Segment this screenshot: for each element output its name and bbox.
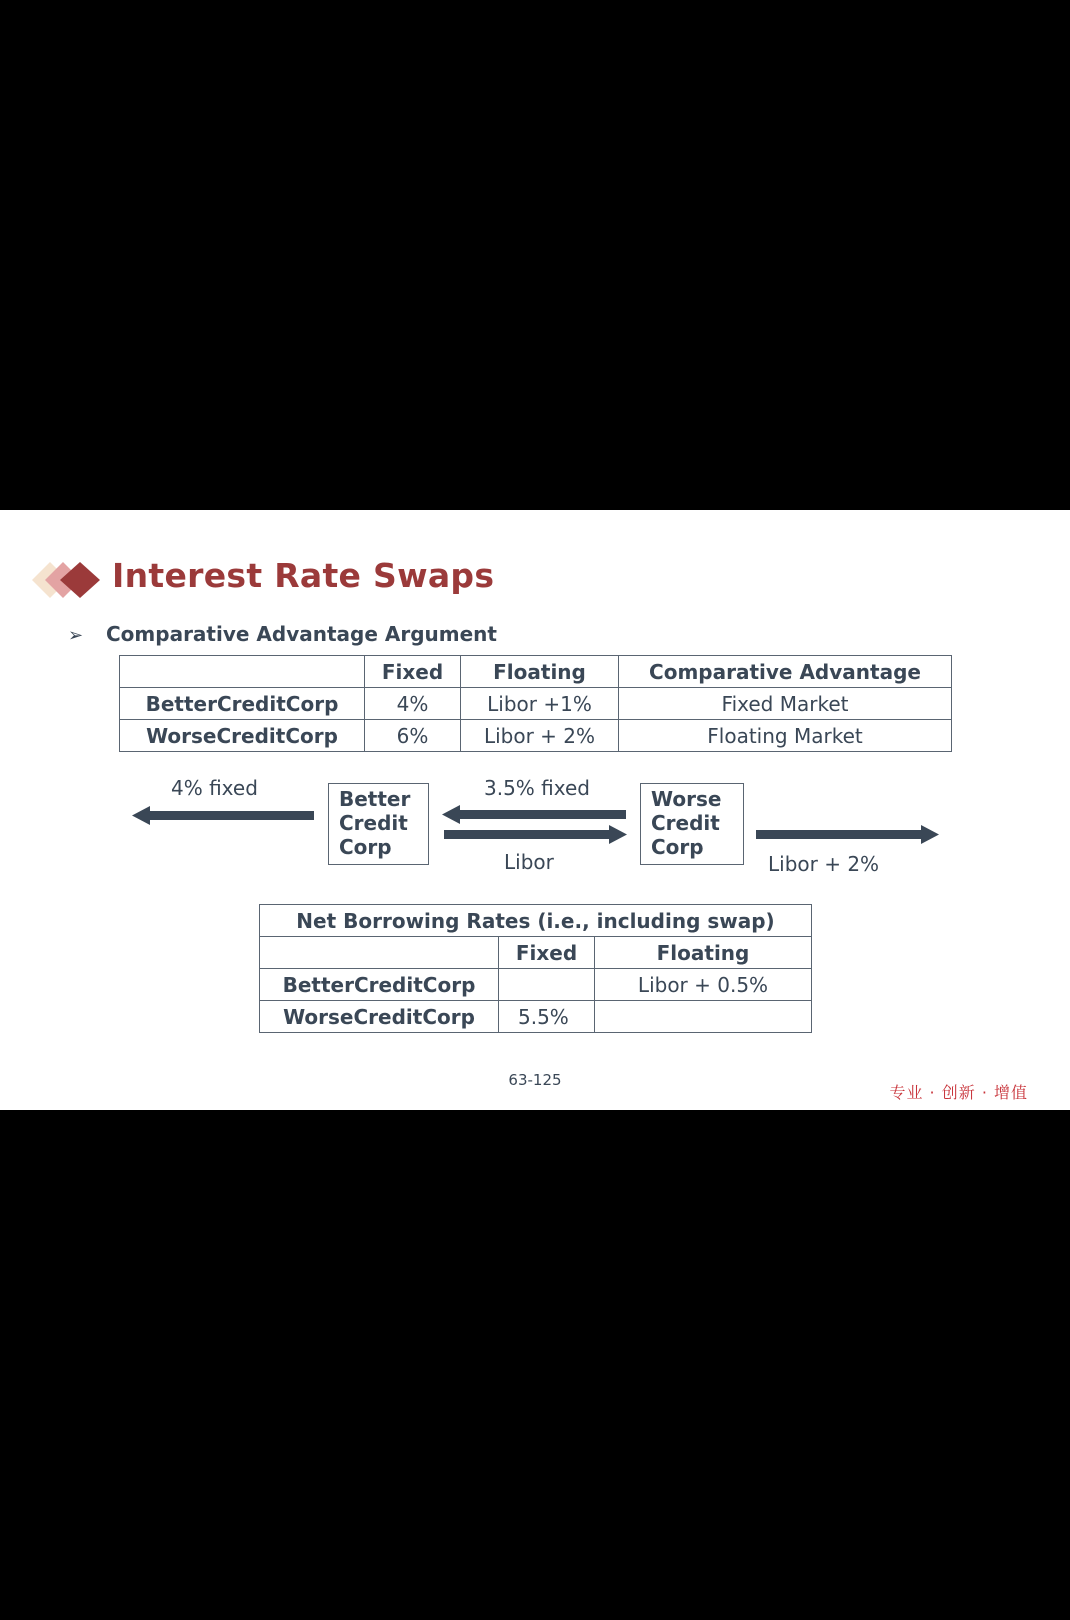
- table-cell: 6%: [365, 720, 461, 752]
- slide: [0, 510, 1070, 1110]
- box-line: Credit: [651, 811, 720, 835]
- table-cell: Libor +1%: [461, 688, 619, 720]
- table-header-row: [260, 937, 812, 969]
- table-cell: Floating Market: [619, 720, 952, 752]
- header-cell: [260, 937, 499, 969]
- arrow-bullet-icon: ➢: [68, 625, 84, 646]
- box-line: Corp: [651, 835, 704, 859]
- worse-credit-corp-box: [640, 783, 744, 865]
- table-caption-row: [260, 905, 812, 937]
- arrow-right-libor-plus-2: [756, 825, 939, 844]
- label-4pct-fixed: 4% fixed: [171, 776, 258, 800]
- table-cell: Fixed Market: [619, 688, 952, 720]
- arrow-left-4pct-fixed: [132, 806, 314, 825]
- header-cell: Fixed: [365, 656, 461, 688]
- header-cell: Floating: [461, 656, 619, 688]
- header-cell: Floating: [595, 937, 812, 969]
- table-cell: 5.5%: [499, 1001, 595, 1033]
- box-line: Credit: [339, 811, 408, 835]
- page-number: 63-125: [508, 1071, 562, 1089]
- table-row: [260, 1001, 812, 1033]
- arrow-right-libor: [444, 825, 627, 844]
- subtitle-text: Comparative Advantage Argument: [106, 622, 497, 646]
- table-row: [260, 969, 812, 1001]
- arrow-left-3-5pct-fixed: [442, 805, 626, 824]
- box-line: Corp: [339, 835, 392, 859]
- table-caption: Net Borrowing Rates (i.e., including swap): [260, 905, 812, 937]
- better-credit-corp-box: [328, 783, 429, 865]
- label-libor: Libor: [504, 850, 554, 874]
- table-cell: [595, 1001, 812, 1033]
- header-cell: Comparative Advantage: [619, 656, 952, 688]
- row-label: WorseCreditCorp: [260, 1001, 499, 1033]
- row-label: BetterCreditCorp: [120, 688, 365, 720]
- table-cell: [499, 969, 595, 1001]
- row-label: WorseCreditCorp: [120, 720, 365, 752]
- table-cell: Libor + 0.5%: [595, 969, 812, 1001]
- row-label: BetterCreditCorp: [260, 969, 499, 1001]
- label-3-5pct-fixed: 3.5% fixed: [484, 776, 590, 800]
- table-cell: 4%: [365, 688, 461, 720]
- slogan: 专业 · 创新 · 增值: [889, 1083, 1028, 1102]
- label-libor-plus-2: Libor + 2%: [768, 852, 880, 876]
- header-cell: Fixed: [499, 937, 595, 969]
- net-borrowing-rates-table: [259, 904, 812, 1033]
- box-line: Worse: [651, 787, 722, 811]
- slide-title: Interest Rate Swaps: [112, 556, 495, 595]
- box-line: Better: [339, 787, 411, 811]
- table-cell: Libor + 2%: [461, 720, 619, 752]
